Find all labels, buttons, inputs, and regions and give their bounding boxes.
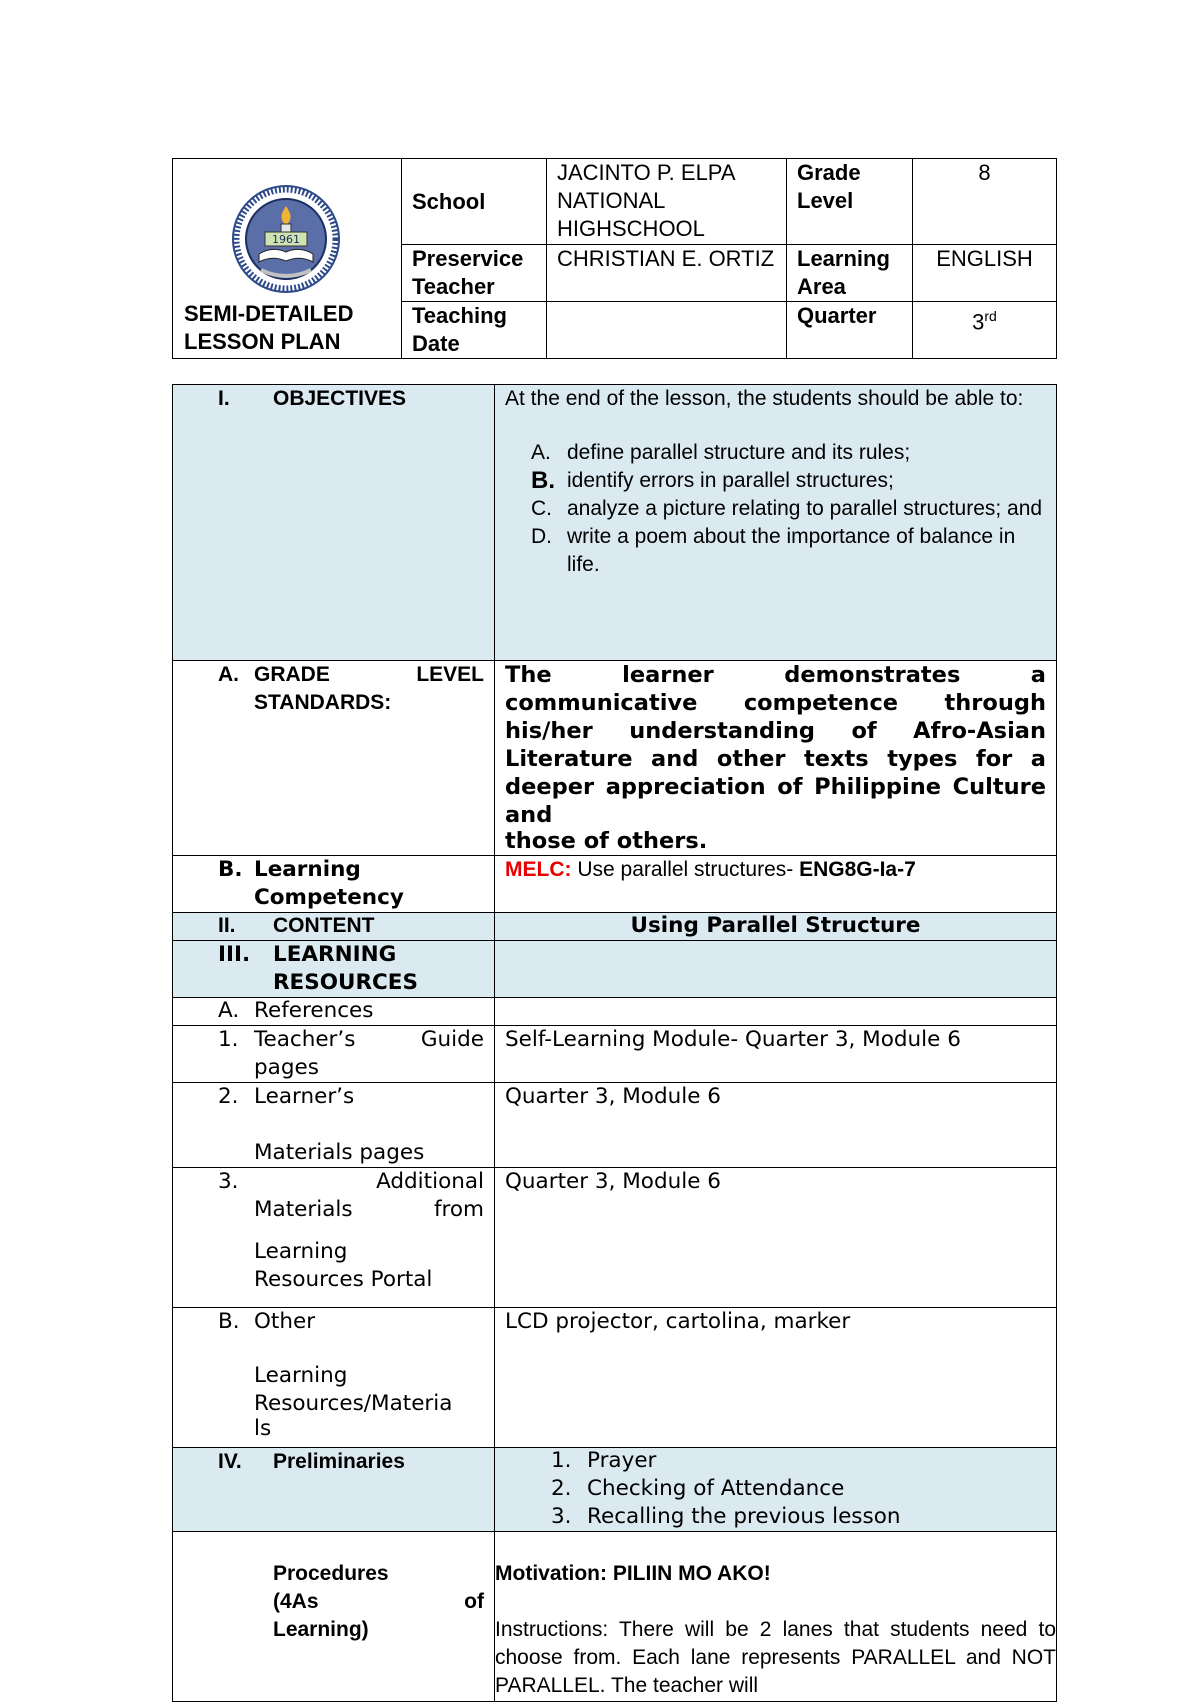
am-value: Quarter 3, Module 6 — [495, 1168, 1057, 1308]
other-label-cell — [173, 1308, 495, 1448]
competency-text: Use parallel structures- — [571, 858, 800, 881]
objective-text: analyze a picture relating to parallel structures; and — [567, 497, 1043, 520]
other-label-d: ls — [254, 1416, 272, 1441]
other-label-b: Learning — [254, 1363, 348, 1388]
prelim-label-cell — [173, 1448, 495, 1532]
school-value: JACINTO P. ELPA NATIONAL HIGHSCHOOL — [547, 159, 787, 245]
motivation-instructions: Instructions: There will be 2 lanes that students need to choose from. Each lane represents PARALLEL and NOT PARALLEL. The teacher will — [495, 1618, 1056, 1697]
resources-label-cell — [173, 941, 495, 998]
standards-marker: A. — [218, 663, 239, 686]
competency-code: ENG8G-Ia-7 — [799, 858, 916, 881]
tg-marker: 1. — [218, 1027, 239, 1052]
area-value: ENGLISH — [913, 245, 1057, 302]
tg-label-c: pages — [254, 1055, 319, 1080]
plan-title: SEMI-DETAILED LESSON PLAN — [184, 301, 354, 354]
standards-text-last: those of others. — [505, 828, 708, 854]
procedures-label-cell — [173, 1532, 495, 1702]
am-marker: 3. — [218, 1169, 239, 1194]
tg-label-cell — [173, 1026, 495, 1083]
prelim-text: Recalling the previous lesson — [587, 1504, 901, 1529]
date-label: Teaching Date — [402, 302, 547, 359]
objectives-label-cell — [173, 385, 495, 661]
standards-text: The learner demonstrates a communicative competence through his/her understanding of Afro-Asian Literature and other texts types for a deeper appreciation of Philippine Culture and — [505, 662, 1046, 828]
competency-cell — [495, 856, 1057, 913]
lm-value: Quarter 3, Module 6 — [495, 1083, 1057, 1168]
references-label-cell — [173, 998, 495, 1026]
melc-label: MELC: — [505, 858, 572, 881]
competency-label: Learning Competency — [254, 857, 404, 910]
prelim-text: Checking of Attendance — [587, 1476, 845, 1501]
procedures-label-c: of — [464, 1590, 484, 1613]
am-label-cell — [173, 1168, 495, 1308]
quarter-value — [913, 302, 1057, 359]
grade-value: 8 — [913, 159, 1057, 245]
objective-item — [531, 495, 1046, 523]
content-roman: II. — [218, 914, 236, 937]
objective-item — [531, 467, 1046, 495]
objective-text: define parallel structure and its rules; — [567, 441, 911, 464]
am-label-b: Materials — [254, 1197, 353, 1222]
am-label-e: Resources Portal — [254, 1267, 433, 1292]
teacher-value: CHRISTIAN E. ORTIZ — [547, 245, 787, 302]
references-label: References — [254, 998, 374, 1023]
other-label-c: Resources/Materia — [254, 1391, 453, 1416]
tg-label-a: Teacher’s — [254, 1027, 356, 1052]
competency-marker: B. — [218, 857, 243, 882]
standards-cell — [495, 661, 1057, 856]
procedures-label-a: Procedures — [273, 1562, 389, 1585]
objectives-roman: I. — [218, 387, 230, 410]
other-value: LCD projector, cartolina, marker — [495, 1308, 1057, 1448]
tg-label-b: Guide — [420, 1027, 484, 1052]
prelim-text: Prayer — [587, 1448, 657, 1473]
prelim-label: Preliminaries — [273, 1450, 405, 1473]
prelim-list — [505, 1447, 1046, 1531]
school-seal-icon — [231, 184, 341, 294]
standards-label-2: STANDARDS: — [254, 691, 392, 714]
content-value: Using Parallel Structure — [495, 913, 1057, 941]
objective-marker: C. — [531, 497, 552, 520]
other-marker: B. — [218, 1309, 240, 1334]
objective-text: write a poem about the importance of balance in life. — [567, 525, 1016, 576]
procedures-label-d: Learning) — [273, 1618, 369, 1641]
prelim-cell — [495, 1448, 1057, 1532]
procedures-cell — [495, 1532, 1057, 1702]
svg-text:1961: 1961 — [272, 233, 300, 246]
standards-label-cell — [173, 661, 495, 856]
school-label: School — [402, 159, 547, 245]
content-label: CONTENT — [273, 914, 375, 937]
motivation-title: Motivation: PILIIN MO AKO! — [495, 1562, 771, 1585]
prelim-marker: 1. — [551, 1448, 572, 1473]
lesson-table — [172, 384, 1057, 1702]
lm-label-a: Learner’s — [254, 1084, 355, 1109]
lm-label-b: Materials pages — [254, 1140, 425, 1165]
resources-roman: III. — [218, 942, 251, 967]
objective-text: identify errors in parallel structures; — [567, 469, 894, 492]
objective-marker: B. — [531, 467, 555, 494]
objective-marker: A. — [531, 441, 551, 464]
prelim-item — [551, 1475, 1046, 1503]
objectives-intro: At the end of the lesson, the students should be able to: — [505, 387, 1024, 410]
objective-item — [531, 523, 1046, 579]
content-label-cell — [173, 913, 495, 941]
objectives-list — [505, 439, 1046, 579]
am-label-a: Additional — [376, 1169, 484, 1194]
objective-marker: D. — [531, 525, 552, 548]
area-label: Learning Area — [787, 245, 913, 302]
standards-label-1: GRADE LEVEL — [254, 663, 484, 686]
lm-marker: 2. — [218, 1084, 239, 1109]
tg-value: Self-Learning Module- Quarter 3, Module 6 — [495, 1026, 1057, 1083]
objective-item — [531, 439, 1046, 467]
procedures-label-b: (4As — [273, 1590, 319, 1613]
prelim-marker: 2. — [551, 1476, 572, 1501]
grade-label: Grade Level — [787, 159, 913, 245]
teacher-label: Preservice Teacher — [402, 245, 547, 302]
objectives-cell — [495, 385, 1057, 661]
competency-label-cell — [173, 856, 495, 913]
date-value — [547, 302, 787, 359]
references-marker: A. — [218, 998, 240, 1023]
prelim-marker: 3. — [551, 1504, 572, 1529]
am-label-d: Learning — [254, 1239, 348, 1264]
quarter-label: Quarter — [787, 302, 913, 359]
other-label-a: Other — [254, 1309, 316, 1334]
resources-label: LEARNING RESOURCES — [273, 942, 418, 995]
am-label-c: from — [433, 1197, 484, 1222]
prelim-roman: IV. — [218, 1450, 242, 1473]
prelim-item — [551, 1447, 1046, 1475]
references-value — [495, 998, 1057, 1026]
objectives-label: OBJECTIVES — [273, 387, 407, 410]
quarter-suffix: rd — [984, 308, 997, 324]
resources-value — [495, 941, 1057, 998]
prelim-item — [551, 1503, 1046, 1531]
quarter-number: 3 — [972, 309, 985, 335]
lm-label-cell — [173, 1083, 495, 1168]
